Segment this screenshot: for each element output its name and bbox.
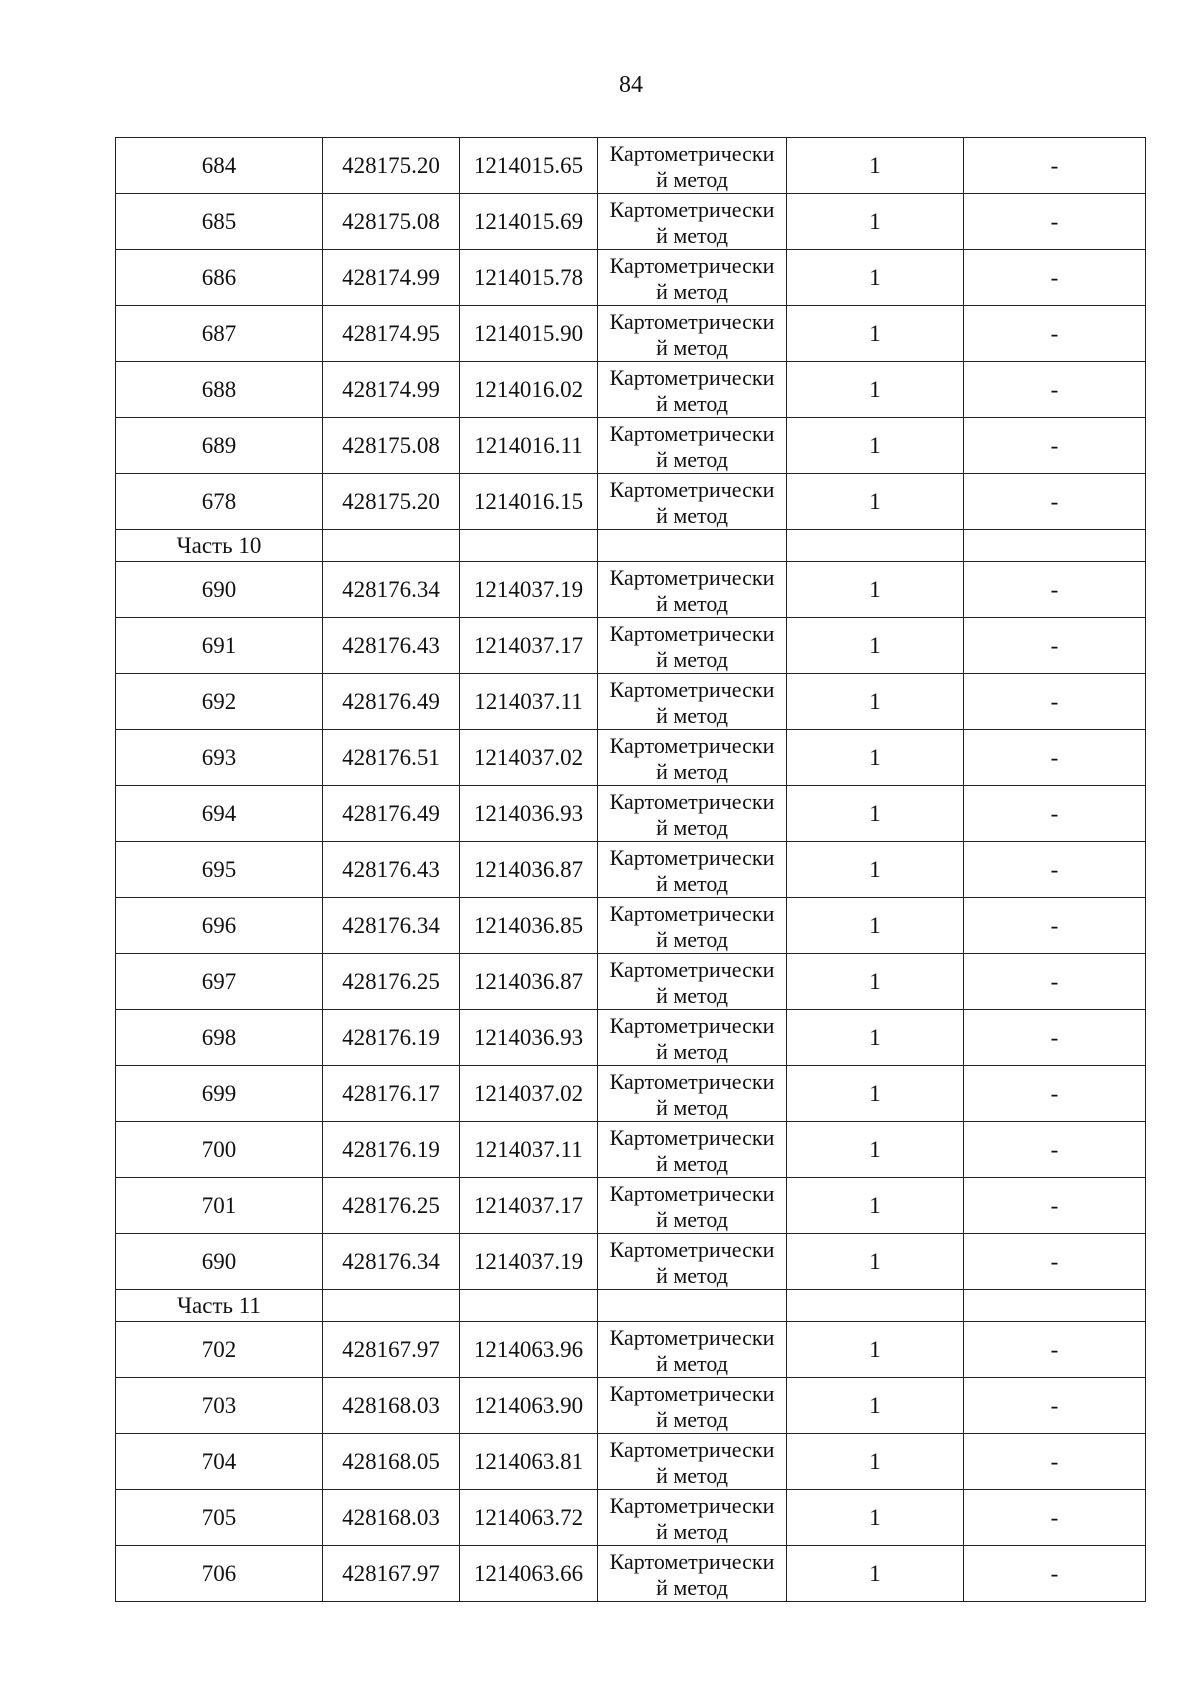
method-line-1: Картометрически xyxy=(609,364,775,390)
method-line-2: й метод xyxy=(656,1262,728,1288)
method-line-1: Картометрически xyxy=(609,1436,775,1462)
method-cell xyxy=(598,674,787,730)
table-row xyxy=(116,194,1146,250)
method-line-2: й метод xyxy=(656,166,728,192)
method-line-1: Картометрически xyxy=(609,1236,775,1262)
method-line-2: й метод xyxy=(656,1574,728,1600)
note-cell: - xyxy=(964,138,1146,194)
point-id-cell: 694 xyxy=(116,786,323,842)
y-coordinate-cell: 1214036.93 xyxy=(460,1010,598,1066)
note-cell: - xyxy=(964,1378,1146,1434)
table-row xyxy=(116,842,1146,898)
table-row xyxy=(116,418,1146,474)
accuracy-cell: 1 xyxy=(787,1490,964,1546)
note-cell: - xyxy=(964,1234,1146,1290)
point-id-cell: 691 xyxy=(116,618,323,674)
method-cell xyxy=(598,418,787,474)
method-line-1: Картометрически xyxy=(609,1380,775,1406)
method-line-2: й метод xyxy=(656,1462,728,1488)
method-cell xyxy=(598,1010,787,1066)
y-coordinate-cell: 1214063.90 xyxy=(460,1378,598,1434)
x-coordinate-cell: 428167.97 xyxy=(323,1322,460,1378)
y-coordinate-cell: 1214036.93 xyxy=(460,786,598,842)
accuracy-cell: 1 xyxy=(787,1378,964,1434)
method-line-1: Картометрически xyxy=(609,620,775,646)
table-row xyxy=(116,618,1146,674)
y-coordinate-cell: 1214037.19 xyxy=(460,562,598,618)
x-coordinate-cell: 428176.34 xyxy=(323,562,460,618)
empty-cell xyxy=(598,530,787,562)
y-coordinate-cell: 1214037.02 xyxy=(460,730,598,786)
accuracy-cell: 1 xyxy=(787,1122,964,1178)
method-line-1: Картометрически xyxy=(609,420,775,446)
y-coordinate-cell: 1214063.81 xyxy=(460,1434,598,1490)
y-coordinate-cell: 1214015.90 xyxy=(460,306,598,362)
point-id-cell: 689 xyxy=(116,418,323,474)
table-row xyxy=(116,1490,1146,1546)
accuracy-cell: 1 xyxy=(787,730,964,786)
table-row xyxy=(116,730,1146,786)
method-line-2: й метод xyxy=(656,758,728,784)
table-row xyxy=(116,1378,1146,1434)
method-line-2: й метод xyxy=(656,1350,728,1376)
method-line-1: Картометрически xyxy=(609,1124,775,1150)
table-row xyxy=(116,1234,1146,1290)
method-line-2: й метод xyxy=(656,982,728,1008)
accuracy-cell: 1 xyxy=(787,1178,964,1234)
method-line-1: Картометрически xyxy=(609,1068,775,1094)
method-line-2: й метод xyxy=(656,646,728,672)
method-line-1: Картометрически xyxy=(609,676,775,702)
method-cell xyxy=(598,842,787,898)
empty-cell xyxy=(598,1290,787,1322)
accuracy-cell: 1 xyxy=(787,1010,964,1066)
x-coordinate-cell: 428174.99 xyxy=(323,250,460,306)
y-coordinate-cell: 1214063.96 xyxy=(460,1322,598,1378)
y-coordinate-cell: 1214063.66 xyxy=(460,1546,598,1602)
y-coordinate-cell: 1214015.69 xyxy=(460,194,598,250)
note-cell: - xyxy=(964,1178,1146,1234)
page-number: 84 xyxy=(619,72,643,98)
method-line-2: й метод xyxy=(656,502,728,528)
table-row xyxy=(116,1178,1146,1234)
method-cell xyxy=(598,786,787,842)
y-coordinate-cell: 1214037.11 xyxy=(460,1122,598,1178)
y-coordinate-cell: 1214037.11 xyxy=(460,674,598,730)
note-cell: - xyxy=(964,1546,1146,1602)
table-row xyxy=(116,1546,1146,1602)
method-cell xyxy=(598,562,787,618)
method-cell xyxy=(598,898,787,954)
table-row xyxy=(116,474,1146,530)
note-cell: - xyxy=(964,1490,1146,1546)
method-cell xyxy=(598,1546,787,1602)
table-row xyxy=(116,954,1146,1010)
method-line-2: й метод xyxy=(656,1518,728,1544)
accuracy-cell: 1 xyxy=(787,1234,964,1290)
y-coordinate-cell: 1214036.85 xyxy=(460,898,598,954)
point-id-cell: 700 xyxy=(116,1122,323,1178)
note-cell: - xyxy=(964,562,1146,618)
point-id-cell: 678 xyxy=(116,474,323,530)
empty-cell xyxy=(787,1290,964,1322)
accuracy-cell: 1 xyxy=(787,898,964,954)
x-coordinate-cell: 428175.08 xyxy=(323,418,460,474)
section-label-text: Часть 11 xyxy=(177,1293,261,1318)
accuracy-cell: 1 xyxy=(787,474,964,530)
accuracy-cell: 1 xyxy=(787,1066,964,1122)
method-line-2: й метод xyxy=(656,870,728,896)
accuracy-cell: 1 xyxy=(787,954,964,1010)
accuracy-cell: 1 xyxy=(787,842,964,898)
method-cell xyxy=(598,1122,787,1178)
method-line-2: й метод xyxy=(656,390,728,416)
method-line-2: й метод xyxy=(656,446,728,472)
table-row xyxy=(116,1066,1146,1122)
method-line-1: Картометрически xyxy=(609,196,775,222)
method-line-1: Картометрически xyxy=(609,732,775,758)
accuracy-cell: 1 xyxy=(787,362,964,418)
table-body xyxy=(116,138,1146,1602)
point-id-cell: 701 xyxy=(116,1178,323,1234)
y-coordinate-cell: 1214016.15 xyxy=(460,474,598,530)
point-id-cell: 696 xyxy=(116,898,323,954)
method-line-1: Картометрически xyxy=(609,1548,775,1574)
accuracy-cell: 1 xyxy=(787,618,964,674)
x-coordinate-cell: 428176.43 xyxy=(323,842,460,898)
x-coordinate-cell: 428167.97 xyxy=(323,1546,460,1602)
x-coordinate-cell: 428176.19 xyxy=(323,1010,460,1066)
table-row xyxy=(116,674,1146,730)
method-cell xyxy=(598,1066,787,1122)
accuracy-cell: 1 xyxy=(787,194,964,250)
x-coordinate-cell: 428174.95 xyxy=(323,306,460,362)
point-id-cell: 703 xyxy=(116,1378,323,1434)
method-line-1: Картометрически xyxy=(609,476,775,502)
method-cell xyxy=(598,1490,787,1546)
point-id-cell: 690 xyxy=(116,1234,323,1290)
note-cell: - xyxy=(964,954,1146,1010)
table-row xyxy=(116,1434,1146,1490)
table-row xyxy=(116,250,1146,306)
y-coordinate-cell: 1214016.11 xyxy=(460,418,598,474)
y-coordinate-cell: 1214063.72 xyxy=(460,1490,598,1546)
accuracy-cell: 1 xyxy=(787,1434,964,1490)
empty-cell xyxy=(460,530,598,562)
table-row xyxy=(116,786,1146,842)
method-line-2: й метод xyxy=(656,590,728,616)
x-coordinate-cell: 428168.03 xyxy=(323,1378,460,1434)
y-coordinate-cell: 1214036.87 xyxy=(460,842,598,898)
empty-cell xyxy=(964,1290,1146,1322)
table-row xyxy=(116,1322,1146,1378)
point-id-cell: 706 xyxy=(116,1546,323,1602)
method-line-2: й метод xyxy=(656,926,728,952)
table-row xyxy=(116,898,1146,954)
note-cell: - xyxy=(964,1434,1146,1490)
x-coordinate-cell: 428176.25 xyxy=(323,1178,460,1234)
method-line-1: Картометрически xyxy=(609,956,775,982)
note-cell: - xyxy=(964,194,1146,250)
note-cell: - xyxy=(964,418,1146,474)
y-coordinate-cell: 1214016.02 xyxy=(460,362,598,418)
method-line-1: Картометрически xyxy=(609,1492,775,1518)
method-line-2: й метод xyxy=(656,814,728,840)
empty-cell xyxy=(323,1290,460,1322)
point-id-cell: 685 xyxy=(116,194,323,250)
section-label xyxy=(116,1290,323,1322)
note-cell: - xyxy=(964,786,1146,842)
method-cell xyxy=(598,250,787,306)
empty-cell xyxy=(460,1290,598,1322)
y-coordinate-cell: 1214015.78 xyxy=(460,250,598,306)
section-label-text: Часть 10 xyxy=(176,533,262,558)
table-row xyxy=(116,1122,1146,1178)
table-row xyxy=(116,1010,1146,1066)
note-cell: - xyxy=(964,250,1146,306)
y-coordinate-cell: 1214015.65 xyxy=(460,138,598,194)
note-cell: - xyxy=(964,306,1146,362)
table-row xyxy=(116,562,1146,618)
note-cell: - xyxy=(964,898,1146,954)
accuracy-cell: 1 xyxy=(787,1546,964,1602)
method-cell xyxy=(598,1234,787,1290)
section-row xyxy=(116,530,1146,562)
note-cell: - xyxy=(964,842,1146,898)
method-line-2: й метод xyxy=(656,702,728,728)
method-cell xyxy=(598,730,787,786)
point-id-cell: 692 xyxy=(116,674,323,730)
accuracy-cell: 1 xyxy=(787,562,964,618)
table-row xyxy=(116,306,1146,362)
note-cell: - xyxy=(964,618,1146,674)
method-line-2: й метод xyxy=(656,334,728,360)
x-coordinate-cell: 428175.20 xyxy=(323,138,460,194)
y-coordinate-cell: 1214037.17 xyxy=(460,1178,598,1234)
method-cell xyxy=(598,618,787,674)
note-cell: - xyxy=(964,1122,1146,1178)
note-cell: - xyxy=(964,730,1146,786)
x-coordinate-cell: 428168.03 xyxy=(323,1490,460,1546)
note-cell: - xyxy=(964,362,1146,418)
method-line-2: й метод xyxy=(656,1206,728,1232)
note-cell: - xyxy=(964,674,1146,730)
y-coordinate-cell: 1214037.19 xyxy=(460,1234,598,1290)
method-line-1: Картометрически xyxy=(609,564,775,590)
point-id-cell: 705 xyxy=(116,1490,323,1546)
note-cell: - xyxy=(964,1322,1146,1378)
point-id-cell: 695 xyxy=(116,842,323,898)
point-id-cell: 693 xyxy=(116,730,323,786)
method-cell xyxy=(598,362,787,418)
method-line-2: й метод xyxy=(656,1094,728,1120)
x-coordinate-cell: 428175.20 xyxy=(323,474,460,530)
accuracy-cell: 1 xyxy=(787,1322,964,1378)
x-coordinate-cell: 428176.25 xyxy=(323,954,460,1010)
point-id-cell: 702 xyxy=(116,1322,323,1378)
method-line-1: Картометрически xyxy=(609,252,775,278)
y-coordinate-cell: 1214037.02 xyxy=(460,1066,598,1122)
point-id-cell: 704 xyxy=(116,1434,323,1490)
accuracy-cell: 1 xyxy=(787,138,964,194)
method-line-1: Картометрически xyxy=(609,1180,775,1206)
section-row xyxy=(116,1290,1146,1322)
method-line-1: Картометрически xyxy=(609,140,775,166)
method-cell xyxy=(598,1322,787,1378)
method-cell xyxy=(598,954,787,1010)
point-id-cell: 686 xyxy=(116,250,323,306)
empty-cell xyxy=(787,530,964,562)
method-line-2: й метод xyxy=(656,1150,728,1176)
table-row xyxy=(116,138,1146,194)
method-line-1: Картометрически xyxy=(609,1012,775,1038)
method-cell xyxy=(598,474,787,530)
point-id-cell: 684 xyxy=(116,138,323,194)
method-line-1: Картометрически xyxy=(609,900,775,926)
accuracy-cell: 1 xyxy=(787,786,964,842)
method-line-1: Картометрически xyxy=(609,1324,775,1350)
x-coordinate-cell: 428174.99 xyxy=(323,362,460,418)
accuracy-cell: 1 xyxy=(787,418,964,474)
method-cell xyxy=(598,1178,787,1234)
x-coordinate-cell: 428176.34 xyxy=(323,1234,460,1290)
empty-cell xyxy=(964,530,1146,562)
x-coordinate-cell: 428176.49 xyxy=(323,674,460,730)
method-cell xyxy=(598,138,787,194)
point-id-cell: 697 xyxy=(116,954,323,1010)
method-line-1: Картометрически xyxy=(609,788,775,814)
x-coordinate-cell: 428176.19 xyxy=(323,1122,460,1178)
point-id-cell: 699 xyxy=(116,1066,323,1122)
method-line-1: Картометрически xyxy=(609,844,775,870)
x-coordinate-cell: 428175.08 xyxy=(323,194,460,250)
y-coordinate-cell: 1214037.17 xyxy=(460,618,598,674)
method-line-2: й метод xyxy=(656,1038,728,1064)
coordinates-table xyxy=(115,137,1146,1602)
point-id-cell: 687 xyxy=(116,306,323,362)
empty-cell xyxy=(323,530,460,562)
x-coordinate-cell: 428176.34 xyxy=(323,898,460,954)
table-row xyxy=(116,362,1146,418)
method-line-1: Картометрически xyxy=(609,308,775,334)
y-coordinate-cell: 1214036.87 xyxy=(460,954,598,1010)
method-cell xyxy=(598,1378,787,1434)
method-cell xyxy=(598,306,787,362)
method-line-2: й метод xyxy=(656,1406,728,1432)
method-cell xyxy=(598,1434,787,1490)
x-coordinate-cell: 428168.05 xyxy=(323,1434,460,1490)
x-coordinate-cell: 428176.17 xyxy=(323,1066,460,1122)
point-id-cell: 690 xyxy=(116,562,323,618)
note-cell: - xyxy=(964,1010,1146,1066)
point-id-cell: 698 xyxy=(116,1010,323,1066)
x-coordinate-cell: 428176.51 xyxy=(323,730,460,786)
point-id-cell: 688 xyxy=(116,362,323,418)
method-line-2: й метод xyxy=(656,222,728,248)
accuracy-cell: 1 xyxy=(787,250,964,306)
accuracy-cell: 1 xyxy=(787,306,964,362)
note-cell: - xyxy=(964,1066,1146,1122)
method-cell xyxy=(598,194,787,250)
x-coordinate-cell: 428176.43 xyxy=(323,618,460,674)
method-line-2: й метод xyxy=(656,278,728,304)
section-label xyxy=(116,530,323,562)
note-cell: - xyxy=(964,474,1146,530)
accuracy-cell: 1 xyxy=(787,674,964,730)
x-coordinate-cell: 428176.49 xyxy=(323,786,460,842)
